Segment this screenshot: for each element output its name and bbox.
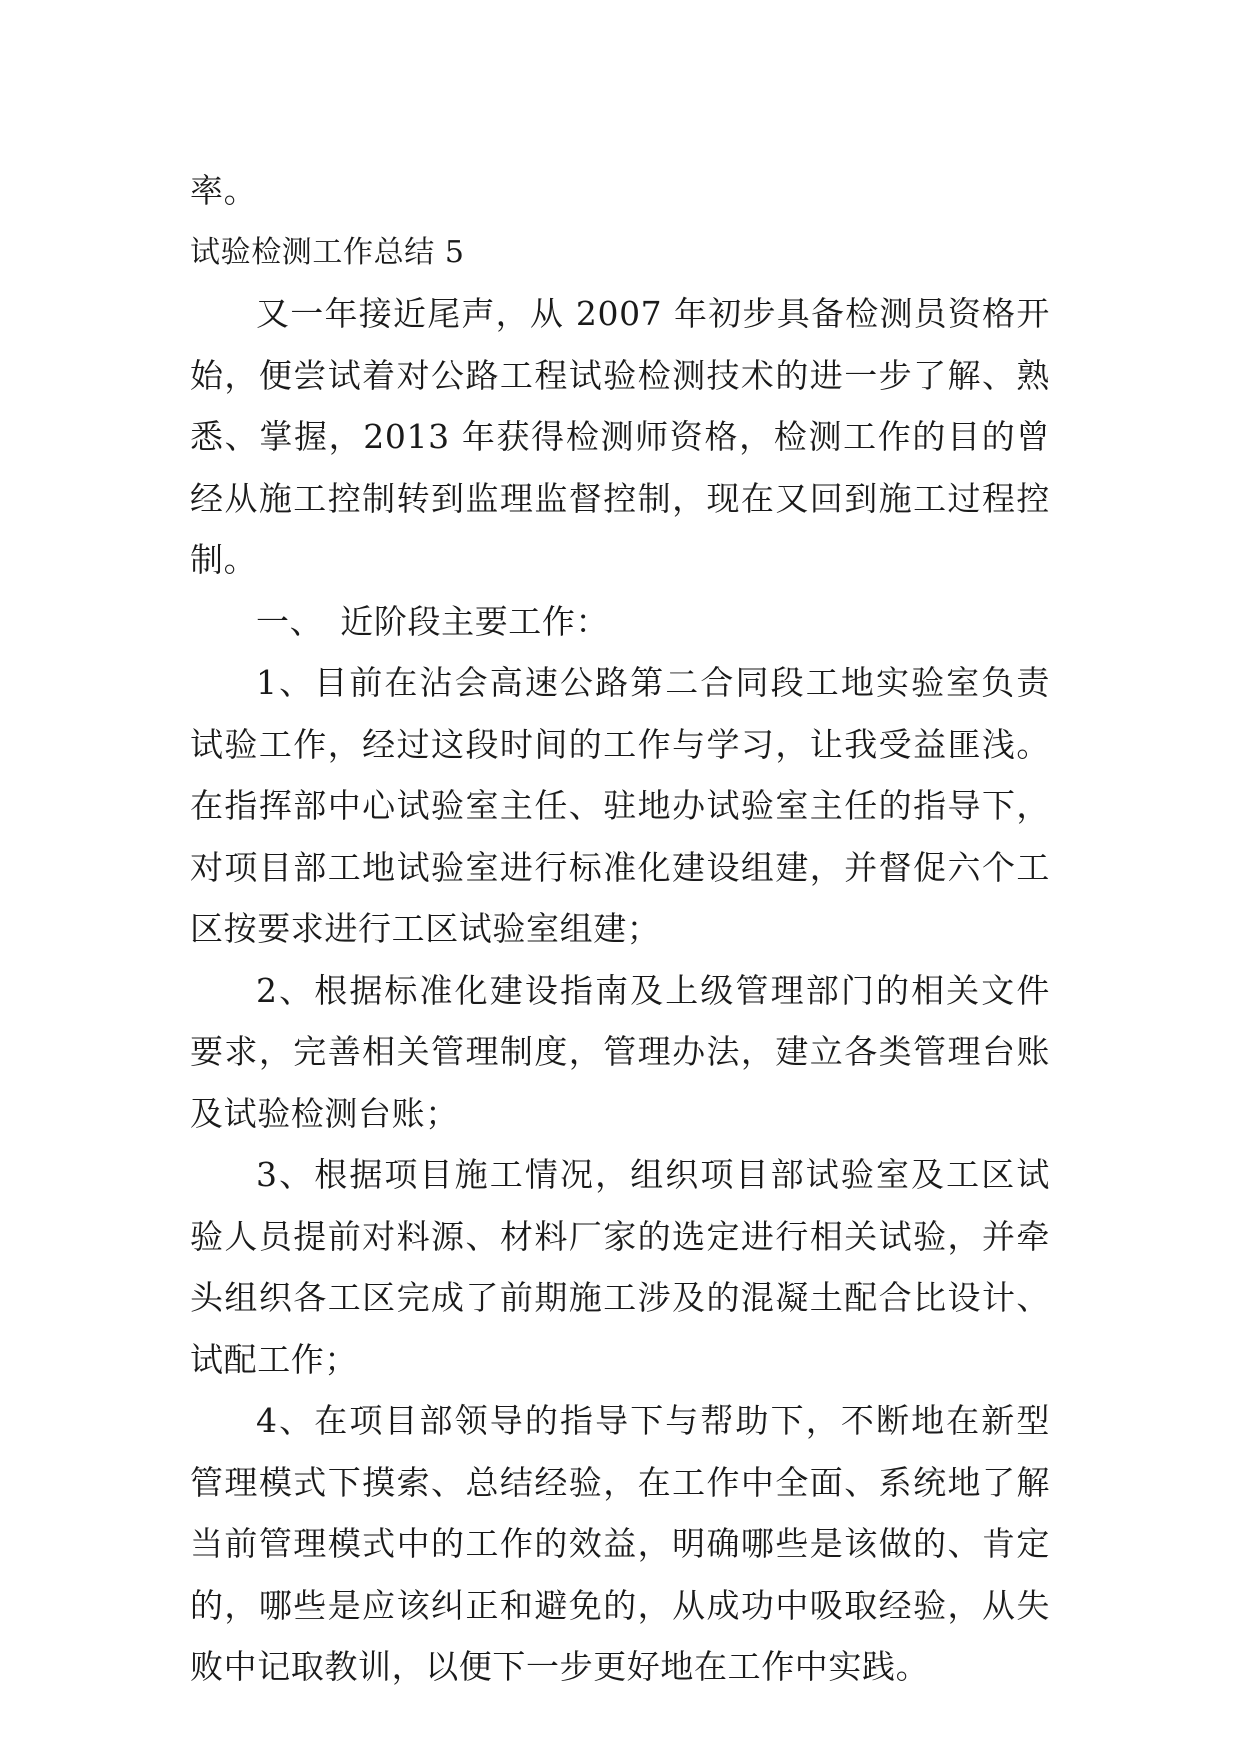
paragraph-item-3: 3、根据项目施工情况，组织项目部试验室及工区试验人员提前对料源、材料厂家的选定进行相关试验，并牵头组织各工区完成了前期施工涉及的混凝土配合比设计、试配工作； — [190, 1155, 1050, 1379]
paragraph-intro: 又一年接近尾声，从 2007 年初步具备检测员资格开始，便尝试着对公路工程试验检测技术的进一步了解、熟悉、掌握，2013 年获得检测师资格，检测工作的目的曾经从施工控制转到监理监督控制，现在又回到施工过程控制。 — [190, 294, 1050, 579]
paragraph-subheading: 一、 近阶段主要工作： — [256, 601, 610, 641]
paragraph-item-1: 1、目前在沾会高速公路第二合同段工地实验室负责试验工作，经过这段时间的工作与学习，让我受益匪浅。在指挥部中心试验室主任、驻地办试验室主任的指导下，对项目部工地试验室进行标准化建设组建，并督促六个工区按要求进行工区试验室组建； — [190, 663, 1050, 948]
paragraph-item-2: 2、根据标准化建设指南及上级管理部门的相关文件要求，完善相关管理制度，管理办法，建立各类管理台账及试验检测台账； — [190, 970, 1050, 1133]
paragraph-item-4: 4、在项目部领导的指导下与帮助下，不断地在新型管理模式下摸索、总结经验，在工作中全面、系统地了解当前管理模式中的工作的效益，明确哪些是该做的、肯定的，哪些是应该纠正和避免的，从成功中吸取经验，从失败中记取教训，以便下一步更好地在工作中实践。 — [190, 1401, 1050, 1686]
section-heading: 试验检测工作总结 5 — [190, 234, 465, 270]
document-body — [190, 160, 1050, 1698]
paragraph-continuation: 率。 — [190, 171, 258, 210]
